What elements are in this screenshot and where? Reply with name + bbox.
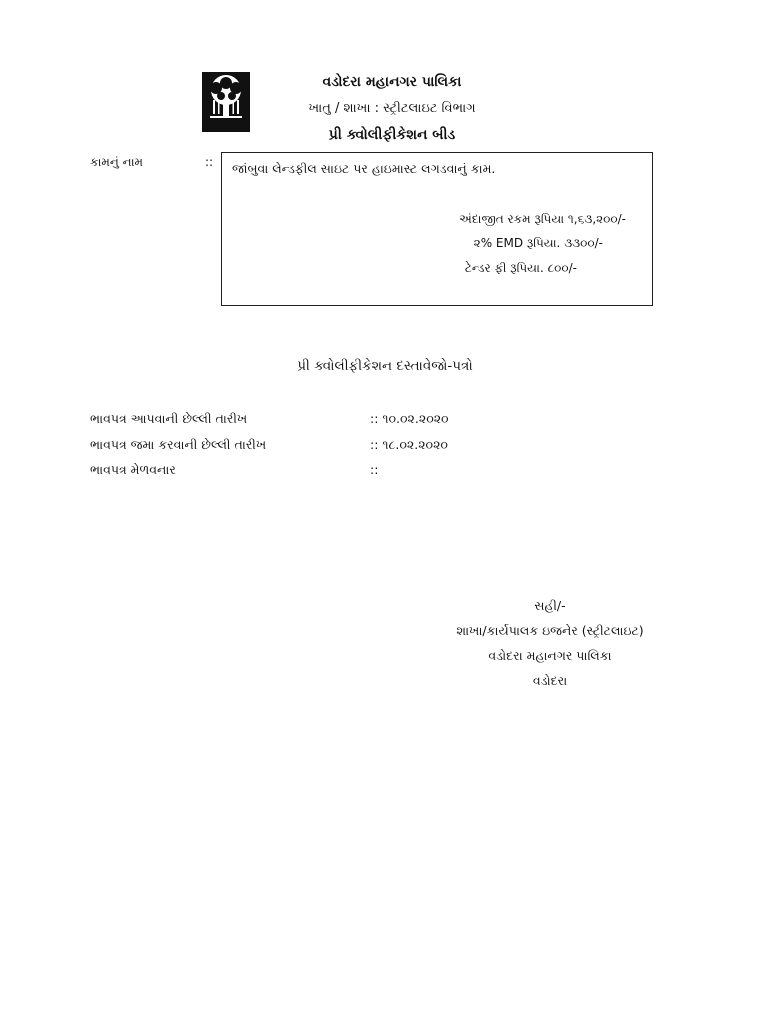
emd-amount: ૨% EMD રૂપિયા. ૩૩૦૦/- bbox=[473, 236, 603, 250]
department: ખાતુ / શાખા : સ્ટ્રીટલાઇટ વિભાગ bbox=[308, 101, 476, 116]
signature-org: વડોદરા મહાનગર પાલિકા bbox=[488, 648, 612, 663]
tender-fee: ટેન્ડર ફી રૂપિયા. ૮૦૦/- bbox=[464, 261, 577, 275]
bid-title: પ્રી ક્વોલીફીકેશન બીડ bbox=[328, 127, 456, 143]
signature-sign: સહી/- bbox=[534, 598, 566, 613]
estimated-cost: અંદાજીત રકમ રૂપિયા ૧,૬૩,૨૦૦/- bbox=[459, 212, 626, 226]
work-name: જાંબુવા લેન્ડફીલ સાઇટ પર હાઇમાસ્ટ લગડવાનું કામ. bbox=[232, 161, 496, 176]
documents-heading: પ્રી ક્વોલીફીકેશન દસ્તાવેજો-પત્રો bbox=[297, 358, 473, 374]
signature-designation: શાખા/કાર્યપાલક ઇજનેર (સ્ટ્રીટલાઇટ) bbox=[456, 623, 644, 638]
signature-city: વડોદરા bbox=[532, 673, 568, 688]
work-name-separator: :: bbox=[205, 155, 214, 169]
issue-date-value: :: ૧૦.૦૨.૨૦૨૦ bbox=[370, 411, 449, 426]
submission-date-label: ભાવપત્ર જમા કરવાની છેલ્લી તારીખ bbox=[90, 437, 267, 452]
work-name-label: કામનું નામ bbox=[90, 155, 143, 169]
org-name: વડોદરા મહાનગર પાલિકા bbox=[322, 74, 462, 90]
bid-receiver-label: ભાવપત્ર મેળવનાર bbox=[90, 462, 176, 477]
submission-date-value: :: ૧૮.૦૨.૨૦૨૦ bbox=[370, 437, 448, 452]
issue-date-label: ભાવપત્ર આપવાની છેલ્લી તારીખ bbox=[90, 411, 248, 426]
bid-receiver-value: :: bbox=[370, 462, 379, 477]
